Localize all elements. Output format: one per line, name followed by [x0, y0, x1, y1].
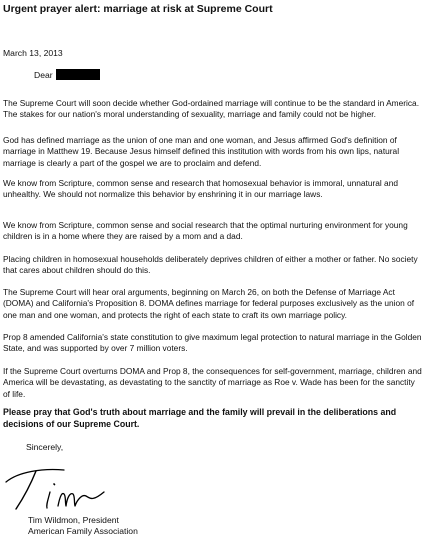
salutation — [34, 69, 100, 80]
signer-name: Tim Wildmon, President — [28, 515, 119, 525]
paragraph-7: Prop 8 amended California's state constitution to give maximum legal protection to natural marriage in the Golden State, and was supported by over 7 million voters. — [3, 332, 422, 354]
paragraph-1: The Supreme Court will soon decide whether God-ordained marriage will continue to be the standard in America. The stakes for our nation's moral understanding of sexuality, marriage and family could not be higher. — [3, 98, 420, 120]
redacted-recipient-name — [56, 69, 100, 80]
paragraph-6: The Supreme Court will hear oral arguments, beginning on March 26, on both the Defense of Marriage Act (DOMA) and California's Proposition 8. DOMA defines marriage for federal purposes exclusively as the union of one man and one woman, and protects the right of each state to craft its own marriage policy. — [3, 287, 415, 320]
paragraph-4: We know from Scripture, common sense and social research that the optimal nurturing environment for young children is in a home where they are raised by a mom and a dad. — [3, 220, 408, 242]
handwritten-signature — [2, 462, 112, 512]
letter-date: March 13, 2013 — [3, 48, 63, 58]
paragraph-8: If the Supreme Court overturns DOMA and Prop 8, the consequences for self-government, marriage, children and America will be devastating, as devastating to the sanctity of marriage as Roe v. Wade has been for the sanctity of life. — [3, 366, 422, 399]
closing: Sincerely, — [26, 442, 64, 452]
signer-organization: American Family Association — [28, 526, 138, 536]
letter-title: Urgent prayer alert: marriage at risk at Supreme Court — [3, 3, 273, 15]
paragraph-5: Placing children in homosexual households deliberately deprives children of either a mother or father. No society that cares about children should do this. — [3, 254, 418, 276]
prayer-request: Please pray that God's truth about marriage and the family will prevail in the deliberations and decisions of our Supreme Court. — [3, 407, 397, 429]
paragraph-3: We know from Scripture, common sense and research that homosexual behavior is immoral, unnatural and unhealthy. We should not normalize this behavior by enshrining it in our marriage laws. — [3, 178, 398, 200]
signer-block — [28, 515, 138, 537]
salutation-text: Dear — [34, 70, 53, 80]
paragraph-2: God has defined marriage as the union of one man and one woman, and Jesus affirmed God's definition of marriage in Matthew 19. Because Jesus himself defined this institution with words from his own lips, natural marriage is clearly a part of the gospel we are to proclaim and defend. — [3, 135, 400, 168]
